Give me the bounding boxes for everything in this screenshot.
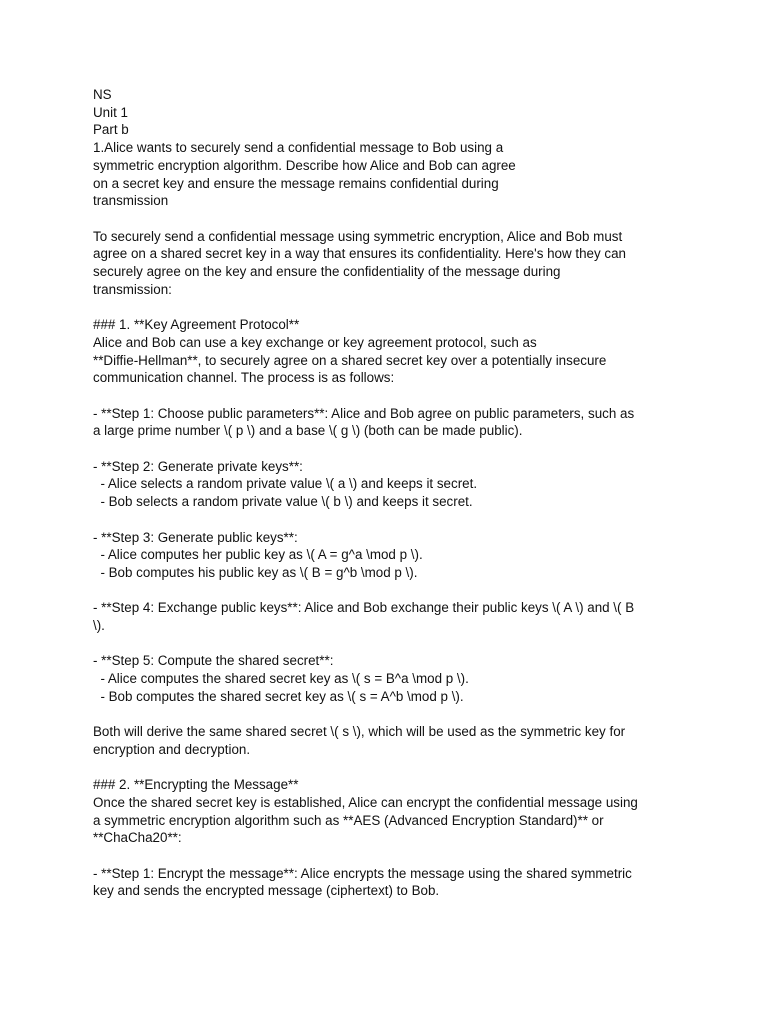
step-line: - Bob selects a random private value \( b \) and keeps it secret. — [93, 494, 473, 510]
step-line: - Alice computes her public key as \( A = g^a \mod p \). — [93, 547, 423, 563]
blank-line — [93, 298, 683, 316]
step-line: - Alice computes the shared secret key as \( s = B^a \mod p \). — [93, 671, 469, 687]
section-body-line: Alice and Bob can use a key exchange or key agreement protocol, such as — [93, 334, 537, 350]
blank-line — [93, 582, 683, 600]
question-line: 1.Alice wants to securely send a confidential message to Bob using a — [93, 140, 504, 156]
step-line: - Bob computes the shared secret key as \( s = A^b \mod p \). — [93, 688, 464, 704]
intro-line: securely agree on the key and ensure the confidentiality of the message during — [93, 264, 561, 280]
intro-line: transmission: — [93, 281, 172, 297]
section-heading: ### 1. **Key Agreement Protocol** — [93, 317, 300, 333]
section-body-line: **Diffie-Hellman**, to securely agree on a shared secret key over a potentially insecure — [93, 352, 607, 368]
unit-label: Unit 1 — [93, 104, 128, 120]
part-label: Part b — [93, 122, 129, 138]
blank-line — [93, 759, 683, 777]
section-body-line: Once the shared secret key is established, Alice can encrypt the confidential message using — [93, 794, 638, 810]
step-line: - **Step 1: Choose public parameters**: Alice and Bob agree on public parameters, such as — [93, 405, 635, 421]
step-line: \). — [93, 618, 105, 633]
section-body-line: a symmetric encryption algorithm such as **AES (Advanced Encryption Standard)** or — [93, 812, 604, 828]
intro-line: agree on a shared secret key in a way that ensures its confidentiality. Here's how they can — [93, 246, 627, 262]
document-title: NS — [93, 87, 112, 102]
step-line: a large prime number \( p \) and a base \( g \) (both can be made public). — [93, 423, 523, 439]
step-line: - **Step 5: Compute the shared secret**: — [93, 653, 334, 669]
blank-line — [93, 387, 683, 405]
section-body-line: **ChaCha20**: — [93, 830, 182, 846]
question-line: symmetric encryption algorithm. Describe how Alice and Bob can agree — [93, 157, 516, 173]
step-line: - **Step 3: Generate public keys**: — [93, 529, 298, 545]
conclusion-line: Both will derive the same shared secret \( s \), which will be used as the symmetric key for — [93, 724, 626, 740]
blank-line — [93, 440, 683, 458]
step-line: - **Step 4: Exchange public keys**: Alice and Bob exchange their public keys \( A \) and \( B — [93, 600, 635, 616]
step-line: - **Step 1: Encrypt the message**: Alice encrypts the message using the shared symmetric — [93, 865, 632, 881]
blank-line — [93, 511, 683, 529]
section-body-line: communication channel. The process is as follows: — [93, 370, 395, 386]
step-line: key and sends the encrypted message (ciphertext) to Bob. — [93, 883, 440, 899]
step-line: - Bob computes his public key as \( B = g^b \mod p \). — [93, 564, 418, 580]
conclusion-line: encryption and decryption. — [93, 741, 251, 757]
step-line: - **Step 2: Generate private keys**: — [93, 458, 303, 474]
section-heading: ### 2. **Encrypting the Message** — [93, 777, 299, 793]
step-line: - Alice selects a random private value \( a \) and keeps it secret. — [93, 476, 478, 492]
blank-line — [93, 635, 683, 653]
blank-line — [93, 847, 683, 865]
question-line: on a secret key and ensure the message remains confidential during — [93, 175, 499, 191]
blank-line — [93, 210, 683, 228]
question-line: transmission — [93, 193, 169, 209]
intro-line: To securely send a confidential message using symmetric encryption, Alice and Bob must — [93, 228, 623, 244]
blank-line — [93, 706, 683, 724]
document-page — [93, 86, 683, 900]
